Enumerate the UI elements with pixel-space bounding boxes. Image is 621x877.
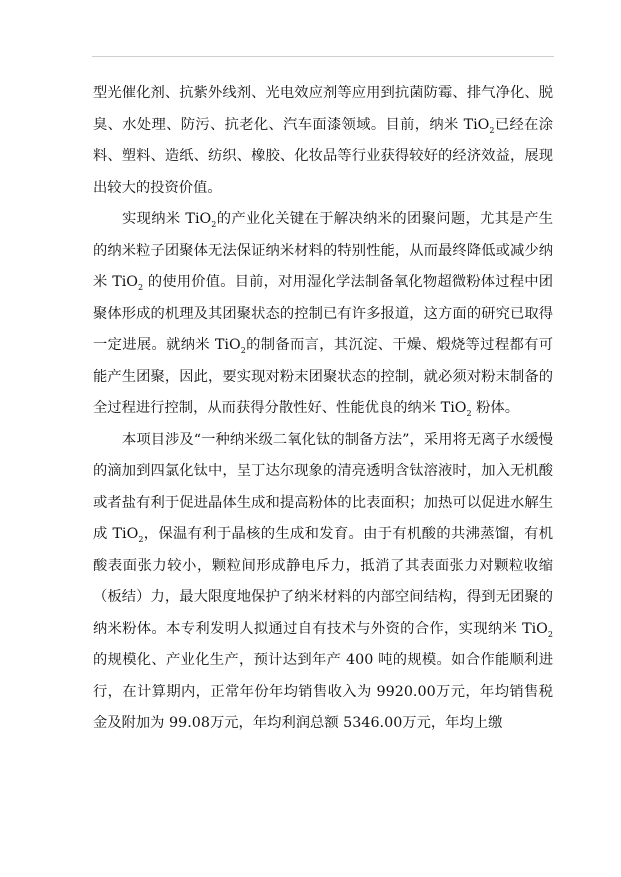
subscript: 2: [240, 345, 246, 355]
subscript: 2: [138, 534, 144, 544]
subscript: 2: [138, 282, 144, 292]
document-body: [93, 78, 553, 740]
text-run: 型光催化剂、抗紫外线剂、光电效应剂等应用到抗菌防霉、排气净化、脱臭、水处理、防污、抗老化、汽车面漆领域。目前，纳米 TiO: [93, 85, 553, 133]
text-run: 的产业化关键在于解决纳米的团聚问题，尤其是产生的纳米粒子团聚体无法保证纳米材料的特别性能，从而最终降低或减少纳米 TiO: [93, 211, 554, 290]
subscript: 2: [211, 219, 217, 229]
paragraph: [93, 204, 553, 425]
text-run: ，保温有利于晶核的生成和发育。由于有机酸的共沸蒸馏，有机酸表面张力较小，颗粒间形成静电斥力，抵消了其表面张力对颗粒收缩（板结）力，最大限度地保护了纳米材料的内部空间结构，得到无团聚的纳米粉体。本专利发明人拟通过自有技术与外资的合作，实现纳米 TiO: [93, 526, 554, 637]
paragraph: [93, 425, 553, 740]
subscript: 2: [489, 125, 495, 135]
text-run: 的规模化、产业化生产，预计达到年产 400 吨的规模。如合作能顺利进行，在计算期内，正常年份年均销售收入为 9920.00万元，年均销售税金及附加为 99.08万元，年均利润总额 5346.00万元，年均上缴: [93, 652, 553, 731]
text-run: 本项目涉及“一种纳米级二氧化钛的制备方法”，采用将无离子水缓慢的滴加到四氯化钛中，呈丁达尔现象的清亮透明含钛溶液时，加入无机酸或者盐有利于促进晶体生成和提高粉体的比表面积；加热可以促进水解生成 TiO: [93, 431, 553, 542]
header-rule: [92, 56, 554, 57]
text-run: 粉体。: [471, 400, 520, 416]
text-run: 已经在涂料、塑料、造纸、纺织、橡胶、化妆品等行业获得较好的经济效益，展现出较大的投资价值。: [93, 116, 554, 196]
subscript: 2: [466, 408, 472, 418]
text-run: 的使用价值。目前，对用湿化学法制备氧化物超微粉体过程中团聚体形成的机理及其团聚状态的控制已有许多报道，这方面的研究已取得一定进展。就纳米 TiO: [93, 274, 553, 353]
subscript: 2: [547, 629, 553, 639]
text-run: 实现纳米 TiO: [122, 211, 212, 227]
paragraph: [93, 78, 553, 204]
text-run: 的制备而言，其沉淀、干燥、煅烧等过程都有可能产生团聚，因此，要实现对粉末团聚状态的控制，就必须对粉末制备的全过程进行控制，从而获得分散性好、性能优良的纳米 TiO: [93, 337, 554, 416]
